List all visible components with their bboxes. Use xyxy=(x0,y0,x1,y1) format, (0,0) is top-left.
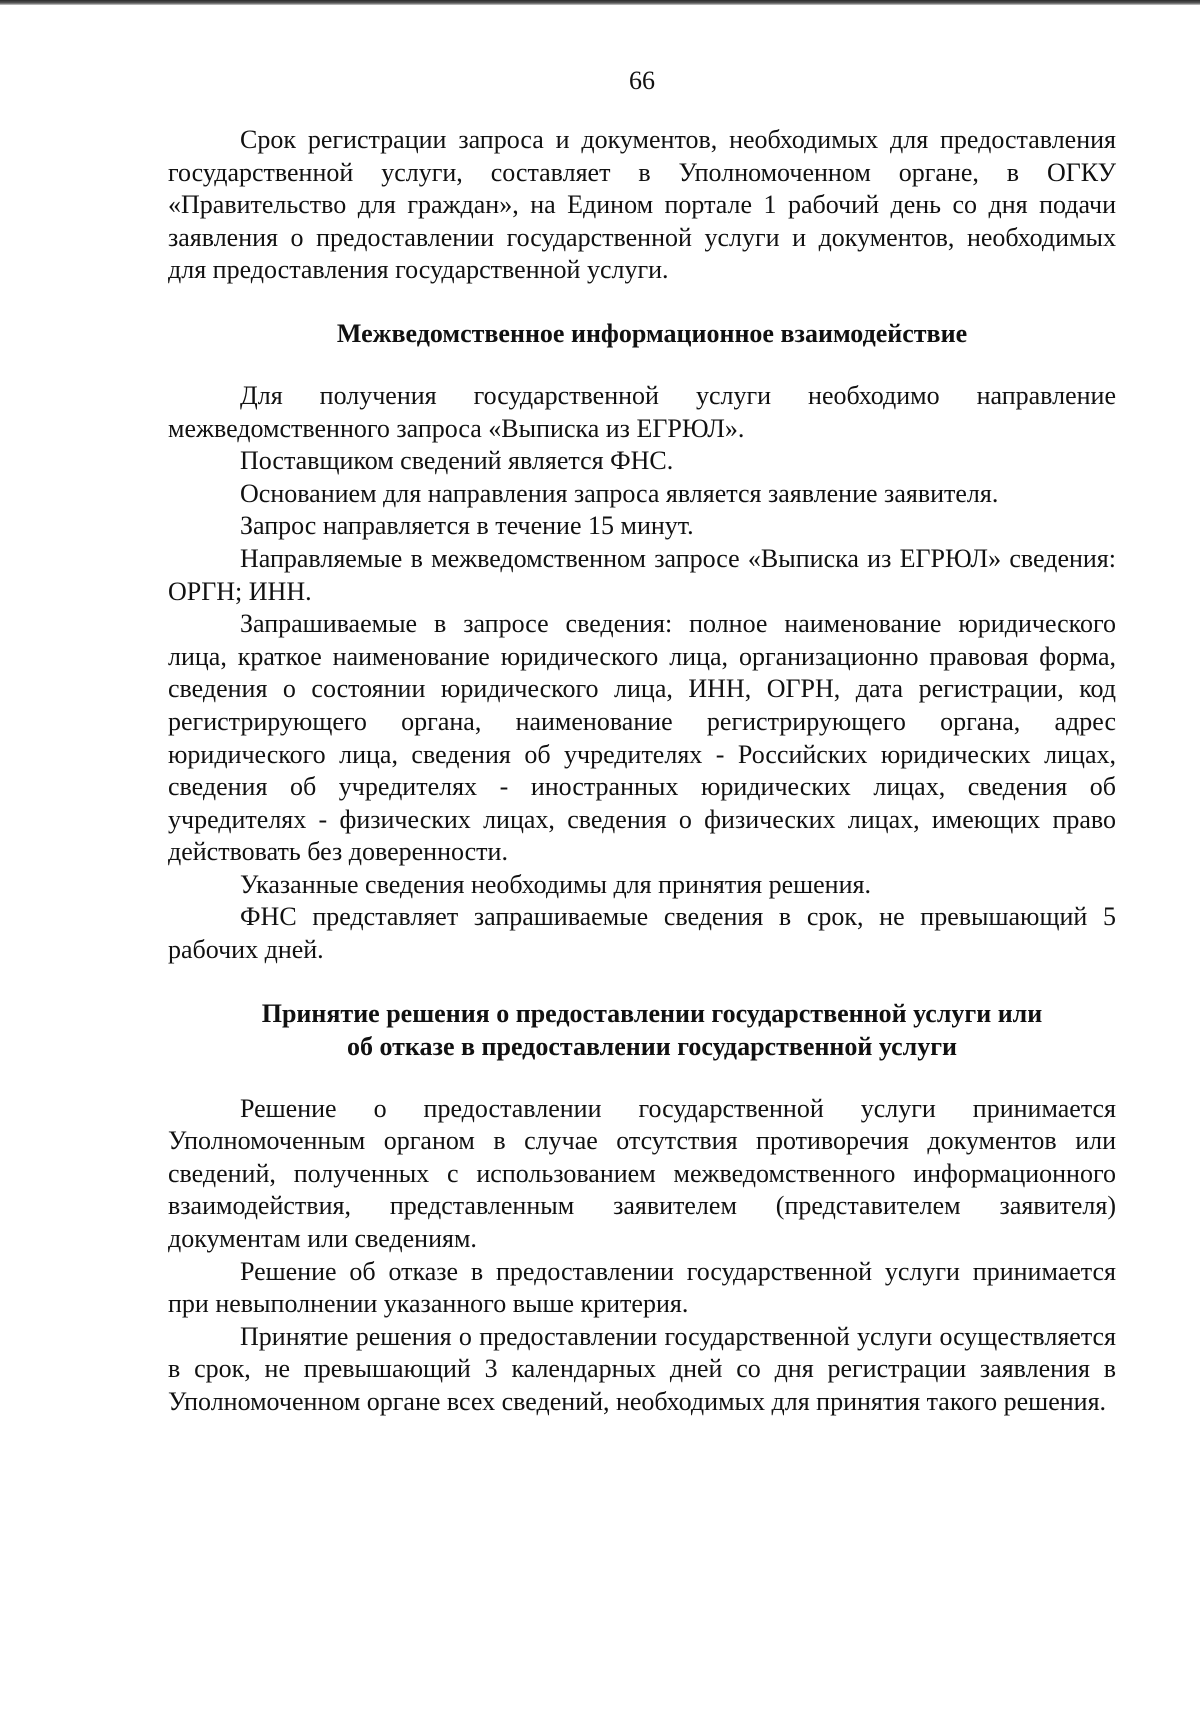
paragraph: Основанием для направления запроса является заявление заявителя. xyxy=(240,478,999,508)
paragraph: Решение о предоставлении государственной услуги принимается Уполномоченным органом в случае отсутствия противоречия документов или сведений, полученных с использованием межведомственного информационного взаимодействия, представленным заявителем (представителем заявителя) документам или сведениям. xyxy=(168,1093,1116,1254)
section-heading-decision xyxy=(168,997,1116,1063)
paragraph: Указанные сведения необходимы для принятия решения. xyxy=(240,869,871,899)
paragraph: Для получения государственной услуги необходимо направление межведомственного запроса «Выписка из ЕГРЮЛ». xyxy=(168,380,1116,443)
paragraph: Принятие решения о предоставлении государственной услуги осуществляется в срок, не превышающий 3 календарных дней со дня регистрации заявления в Уполномоченном органе всех сведений, необходимых для принятия такого решения. xyxy=(168,1321,1116,1416)
paragraph: Запрос направляется в течение 15 минут. xyxy=(240,511,694,541)
heading-line: Принятие решения о предоставлении государственной услуги или xyxy=(261,998,1043,1028)
section-interagency xyxy=(168,380,1116,967)
paragraph: Решение об отказе в предоставлении государственной услуги принимается при невыполнении указанного выше критерия. xyxy=(168,1256,1116,1319)
section-intro xyxy=(168,124,1116,287)
scan-top-edge xyxy=(0,0,1200,5)
page-number: 66 xyxy=(629,66,655,95)
paragraph: Запрашиваемые в запросе сведения: полное наименование юридического лица, краткое наименование юридического лица, организационно правовая форма, сведения о состоянии юридического лица, ИНН, ОГРН, дата регистрации, код регистрирующего органа, наименование регистрирующего органа, адрес юридического лица, сведения об учредителях - Российских юридических лицах, сведения об учредителях - иностранных юридических лицах, сведения об учредителях - физических лицах, сведения о физических лицах, имеющих право действовать без доверенности. xyxy=(168,609,1116,867)
section-decision xyxy=(168,1093,1116,1419)
document-page xyxy=(168,66,1116,1419)
section-heading-interagency: Межведомственное информационное взаимодействие xyxy=(336,318,968,348)
paragraph: Срок регистрации запроса и документов, необходимых для предоставления государственной услуги, составляет в Уполномоченном органе, в ОГКУ «Правительство для граждан», на Едином портале 1 рабочий день со дня подачи заявления о предоставлении государственной услуги и документов, необходимых для предоставления государственной услуги. xyxy=(168,125,1116,285)
paragraph: Направляемые в межведомственном запросе «Выписка из ЕГРЮЛ» сведения: ОРГН; ИНН. xyxy=(168,543,1116,606)
paragraph: Поставщиком сведений является ФНС. xyxy=(240,446,674,476)
heading-line: об отказе в предоставлении государственной услуги xyxy=(346,1031,957,1061)
paragraph: ФНС представляет запрашиваемые сведения в срок, не превышающий 5 рабочих дней. xyxy=(168,902,1116,965)
